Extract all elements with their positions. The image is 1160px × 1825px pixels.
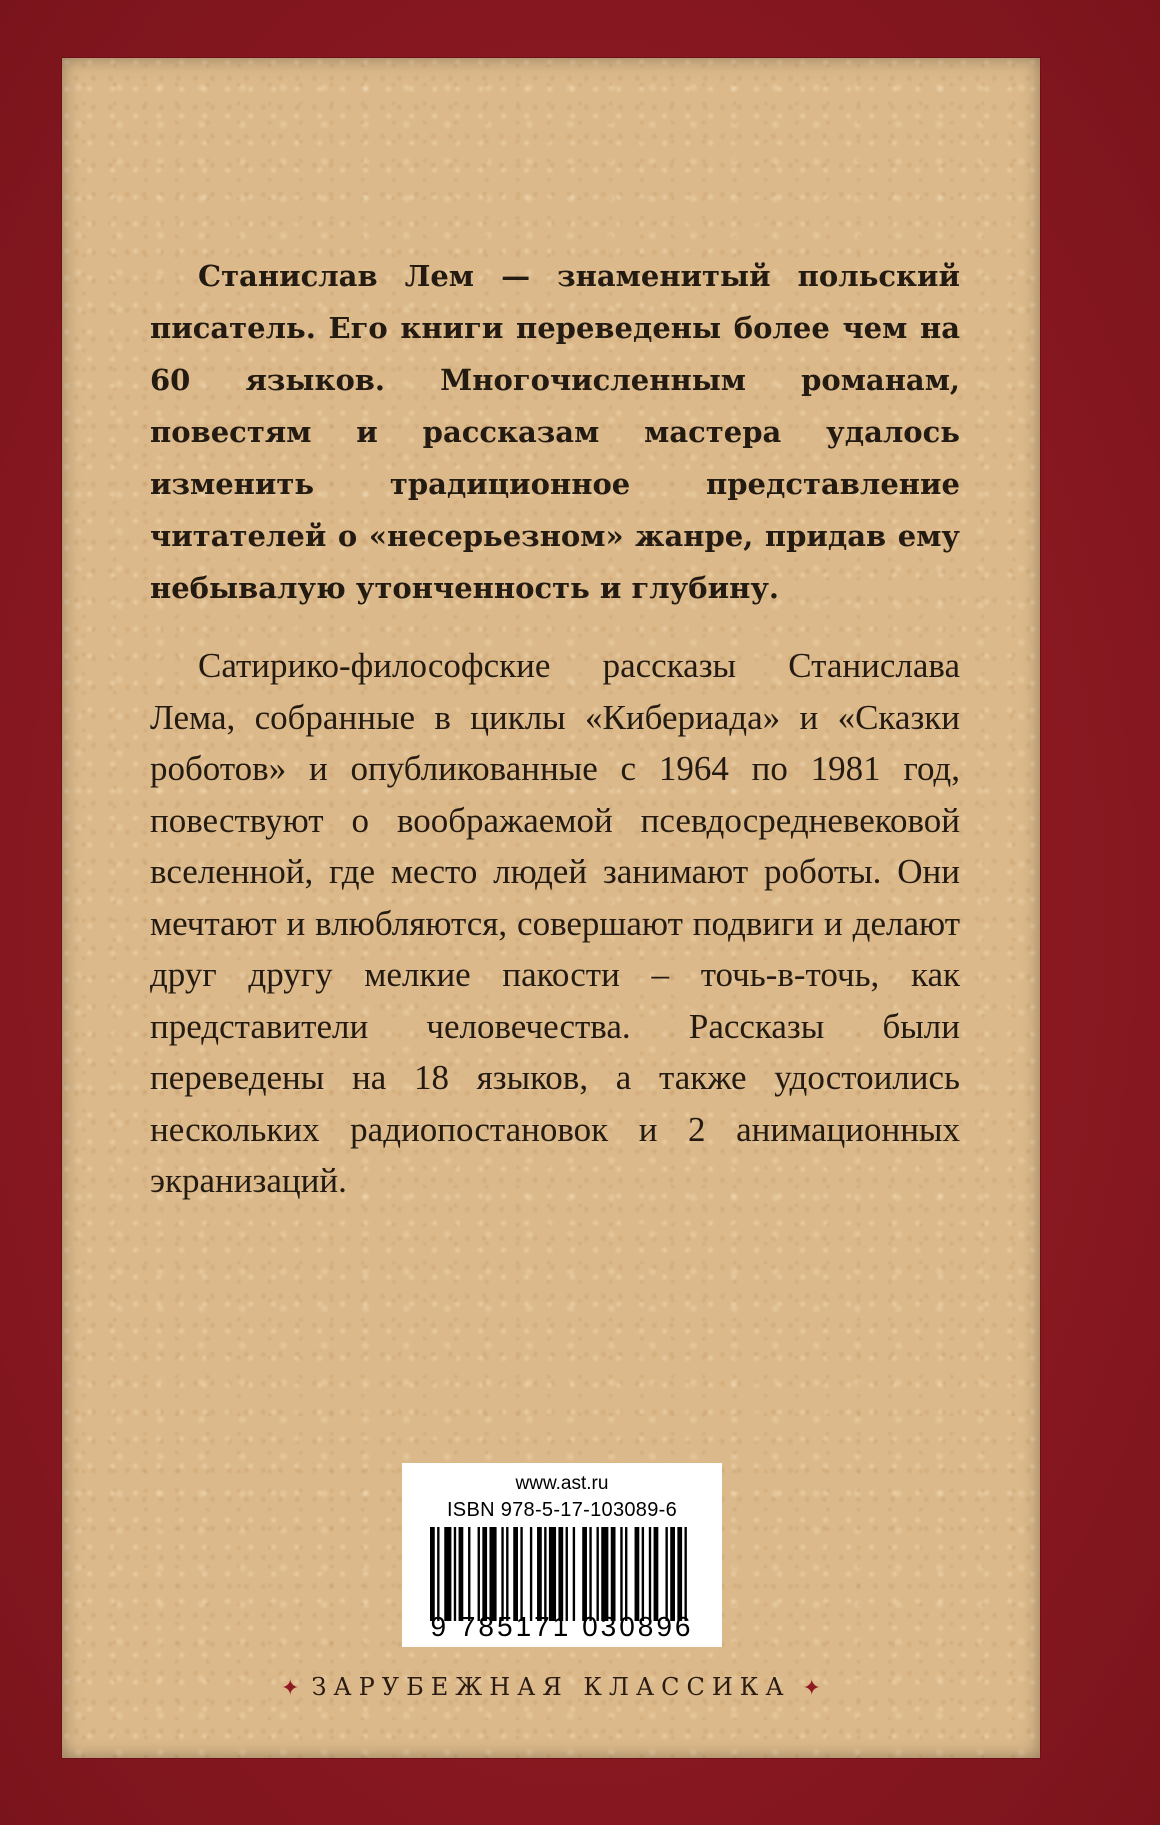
barcode-bar	[582, 1527, 587, 1621]
barcode-number: 9 785171 030896	[430, 1611, 694, 1642]
isbn-barcode-panel	[402, 1463, 722, 1647]
barcode-bar	[482, 1527, 487, 1621]
series-name: ЗАРУБЕЖНАЯ КЛАССИКА	[311, 1673, 791, 1701]
barcode-bar	[601, 1527, 608, 1621]
barcode-bar	[454, 1527, 456, 1621]
barcode-bar	[459, 1527, 464, 1621]
book-description-paragraph: Сатирико-философские рассказы Станислава Лема, собранные в циклы «Кибериада» и «Сказки роботов» и опубликованные с 1964 по 1981 год, повествуют о воображаемой псевдосредневековой вселенной, где место людей занимают роботы. Они мечтают и влюбляются, совершают подвиги и делают друг другу мелкие пакости – точь-в-точь, как представители человечества. Рассказы были переведены на 18 языков, а также удостоились нескольких радиопостановок и 2 анимационных экранизаций.	[150, 646, 960, 1200]
barcode-bar	[537, 1527, 542, 1621]
barcode-bar	[649, 1527, 651, 1621]
barcode-bar	[437, 1527, 439, 1621]
barcode-bar	[513, 1527, 518, 1621]
barcode-bar	[558, 1527, 563, 1621]
series-title	[62, 1673, 1040, 1701]
barcode-bar	[677, 1527, 682, 1621]
barcode-bar	[665, 1527, 667, 1621]
barcode-bar	[596, 1527, 598, 1621]
barcode-bar	[430, 1527, 435, 1621]
barcode-bar	[566, 1527, 568, 1621]
barcode-bar	[506, 1527, 508, 1621]
isbn-label: ISBN 978-5-17-103089-6	[446, 1499, 678, 1521]
publisher-url: www.ast.ru	[515, 1473, 609, 1494]
barcode-bar	[611, 1527, 616, 1621]
barcode-bar	[573, 1527, 575, 1621]
barcode-bar	[468, 1527, 470, 1621]
barcode-bar	[478, 1527, 480, 1621]
ornament-left-icon: ✦	[281, 1676, 300, 1701]
barcode-bars	[430, 1527, 694, 1621]
barcode-bar	[530, 1527, 532, 1621]
ornament-right-icon: ✦	[802, 1676, 821, 1701]
barcode-bar	[489, 1527, 496, 1621]
barcode-bar	[625, 1527, 627, 1621]
author-intro-paragraph: Станислав Лем — знаменитый польский писатель. Его книги переведены более чем на 60 языков. Многочисленным романам, повестям и рассказам мастера удалось изменить традиционное представление читателей о «несерьезном» жанре, придав ему небывалую утонченность и глубину.	[150, 259, 960, 605]
barcode-bar	[654, 1527, 659, 1621]
barcode-bar	[589, 1527, 591, 1621]
barcode-bar	[549, 1527, 556, 1621]
barcode-bar	[520, 1527, 522, 1621]
barcode-bar	[635, 1527, 640, 1621]
barcode-bar	[544, 1527, 546, 1621]
barcode-bar	[444, 1527, 451, 1621]
barcode-bar	[501, 1527, 503, 1621]
barcode-bar	[670, 1527, 675, 1621]
barcode-bar	[620, 1527, 622, 1621]
barcode-bar	[684, 1527, 686, 1621]
barcode-bar	[642, 1527, 644, 1621]
